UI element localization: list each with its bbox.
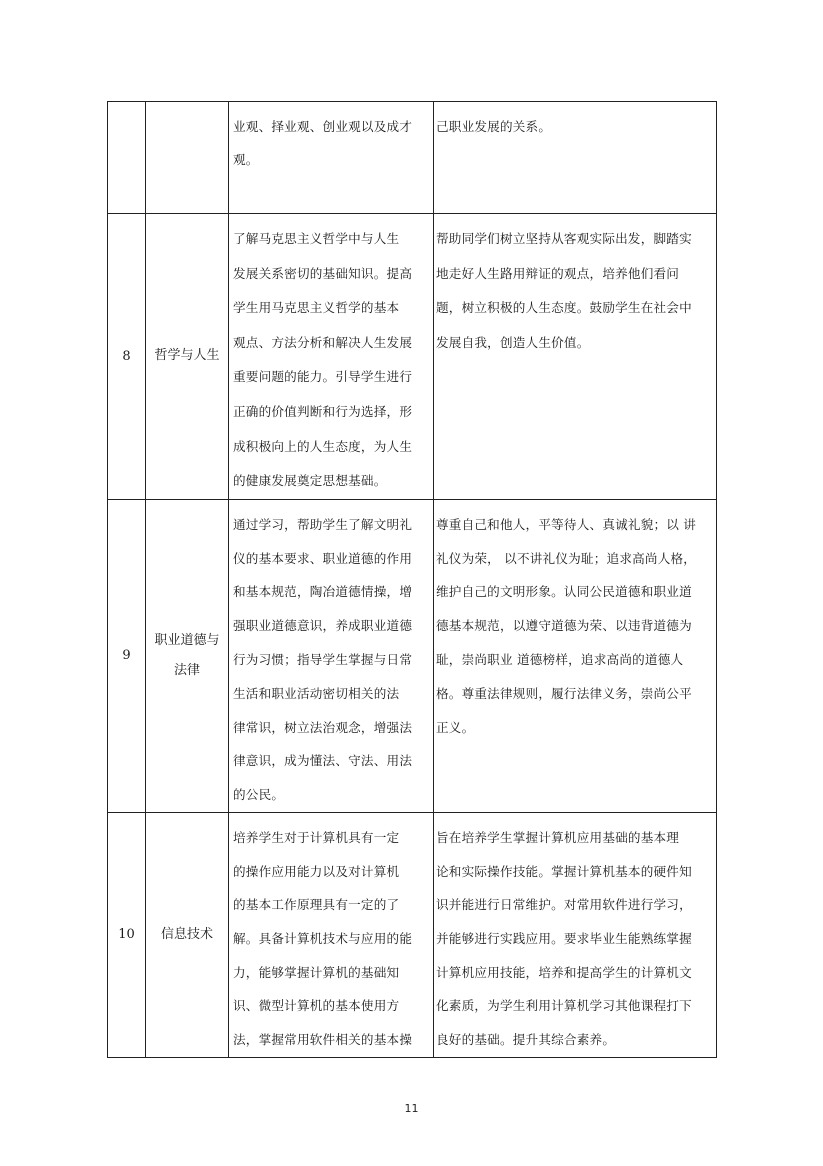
course-goal: 培养学生对于计算机具有一定 的操作应用能力以及对计算机 的基本工作原理具有一定的了 解。具备计算机技术与应用的能 力，能够掌握计算机的基础知 识、微型计算机的基本使用方 法，掌握常用软件相关的基本操 <box>233 829 413 1048</box>
course-name: 信息技术 <box>146 812 229 1057</box>
course-requirement: 旨在培养学生掌握计算机应用基础的基本理 论和实际操作技能。掌握计算机基本的硬件知 识并能进行日常维护。对常用软件进行学习， 并能够进行实践应用。要求毕业生能熟练掌握 计算机应用技能，培养和提高学生的计算机文 化素质，为学生利用计算机学习其他课程打下 良好的基础。提升其综合素养。 <box>436 829 692 1048</box>
course-requirement-cell <box>434 499 717 812</box>
course-goal: 业观、择业观、创业观以及成才 观。 <box>233 119 413 167</box>
table-row <box>108 499 717 812</box>
page-number: 11 <box>404 1102 419 1115</box>
table-row <box>108 102 717 214</box>
curriculum-table <box>107 101 717 1058</box>
course-goal-cell <box>229 499 434 812</box>
table-row <box>108 214 717 500</box>
course-goal-cell <box>229 214 434 500</box>
course-name: 哲学与人生 <box>146 214 229 500</box>
table-row <box>108 812 717 1057</box>
course-number: 10 <box>108 812 146 1057</box>
course-goal: 了解马克思主义哲学中与人生 发展关系密切的基础知识。提高 学生用马克思主义哲学的基本 观点、方法分析和解决人生发展 重要问题的能力。引导学生进行 正确的价值判断和行为选择，形 成积极向上的人生态度，为人生 的健康发展奠定思想基础。 <box>233 231 413 489</box>
course-goal: 通过学习，帮助学生了解文明礼 仪的基本要求、职业道德的作用 和基本规范，陶冶道德情操，增 强职业道德意识，养成职业道德 行为习惯；指导学生掌握与日常 生活和职业活动密切相关的法 律常识，树立法治观念，增强法 律意识，成为懂法、守法、用法 的公民。 <box>233 516 413 803</box>
course-number: 8 <box>108 214 146 500</box>
course-goal-cell <box>229 102 434 214</box>
course-requirement: 帮助同学们树立坚持从客观实际出发，脚踏实 地走好人生路用辩证的观点，培养他们看问 题，树立积极的人生态度。鼓励学生在社会中 发展自我，创造人生价值。 <box>436 231 692 350</box>
course-requirement-cell <box>434 812 717 1057</box>
course-number <box>108 102 146 214</box>
course-name: 职业道德与法律 <box>146 499 229 812</box>
course-requirement: 尊重自己和他人，平等待人、真诚礼貌；以 讲 礼仪为荣， 以不讲礼仪为耻；追求高尚人格， 维护自己的文明形象。认同公民道德和职业道 德基本规范，以遵守道德为荣、以违背道德为 耻，崇尚职业 道德榜样，追求高尚的道德人 格。尊重法律规则，履行法律义务，崇尚公平 正义。 <box>436 516 697 735</box>
course-requirement: 己职业发展的关系。 <box>436 119 552 134</box>
course-name <box>146 102 229 214</box>
course-number: 9 <box>108 499 146 812</box>
course-goal-cell <box>229 812 434 1057</box>
course-requirement-cell <box>434 214 717 500</box>
course-requirement-cell <box>434 102 717 214</box>
